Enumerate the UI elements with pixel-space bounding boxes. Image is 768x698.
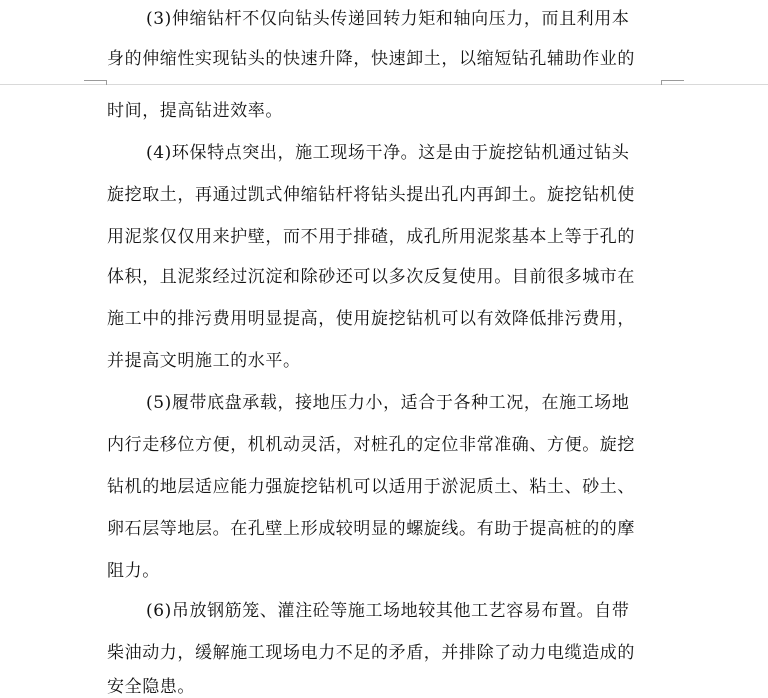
text-line: 施工中的排污费用明显提高，使用旋挖钻机可以有效降低排污费用， <box>107 309 635 329</box>
text-line: 时间，提高钻进效率。 <box>107 101 283 121</box>
text-line: 身的伸缩性实现钻头的快速升降，快速卸土，以缩短钻孔辅助作业的 <box>107 49 635 69</box>
text-line: (5)履带底盘承载，接地压力小，适合于各种工况，在施工场地 <box>146 393 630 413</box>
text-line: (3)伸缩钻杆不仅向钻头传递回转力矩和轴向压力，而且利用本 <box>146 9 630 29</box>
text-line: (6)吊放钢筋笼、灌注砼等施工场地较其他工艺容易布置。自带 <box>146 601 630 621</box>
text-line: 阻力。 <box>107 561 160 581</box>
margin-corner-mark <box>661 80 684 85</box>
text-line: 并提高文明施工的水平。 <box>107 351 301 371</box>
text-line: 内行走移位方便，机机动灵活，对桩孔的定位非常准确、方便。旋挖 <box>107 435 635 455</box>
text-line: 卵石层等地层。在孔壁上形成较明显的螺旋线。有助于提高桩的的摩 <box>107 519 635 539</box>
text-line: 柴油动力，缓解施工现场电力不足的矛盾，并排除了动力电缆造成的 <box>107 643 635 663</box>
margin-corner-mark <box>84 80 107 85</box>
page-break-divider <box>0 84 768 85</box>
text-line: 用泥浆仅仅用来护壁，而不用于排碴，成孔所用泥浆基本上等于孔的 <box>107 227 635 247</box>
text-line: 体积，且泥浆经过沉淀和除砂还可以多次反复使用。目前很多城市在 <box>107 267 635 287</box>
text-line: 旋挖取土，再通过凯式伸缩钻杆将钻头提出孔内再卸土。旋挖钻机使 <box>107 185 635 205</box>
text-line: (4)环保特点突出，施工现场干净。这是由于旋挖钻机通过钻头 <box>146 143 630 163</box>
text-line: 安全隐患。 <box>107 677 195 697</box>
text-line: 钻机的地层适应能力强旋挖钻机可以适用于淤泥质土、粘土、砂土、 <box>107 477 635 497</box>
